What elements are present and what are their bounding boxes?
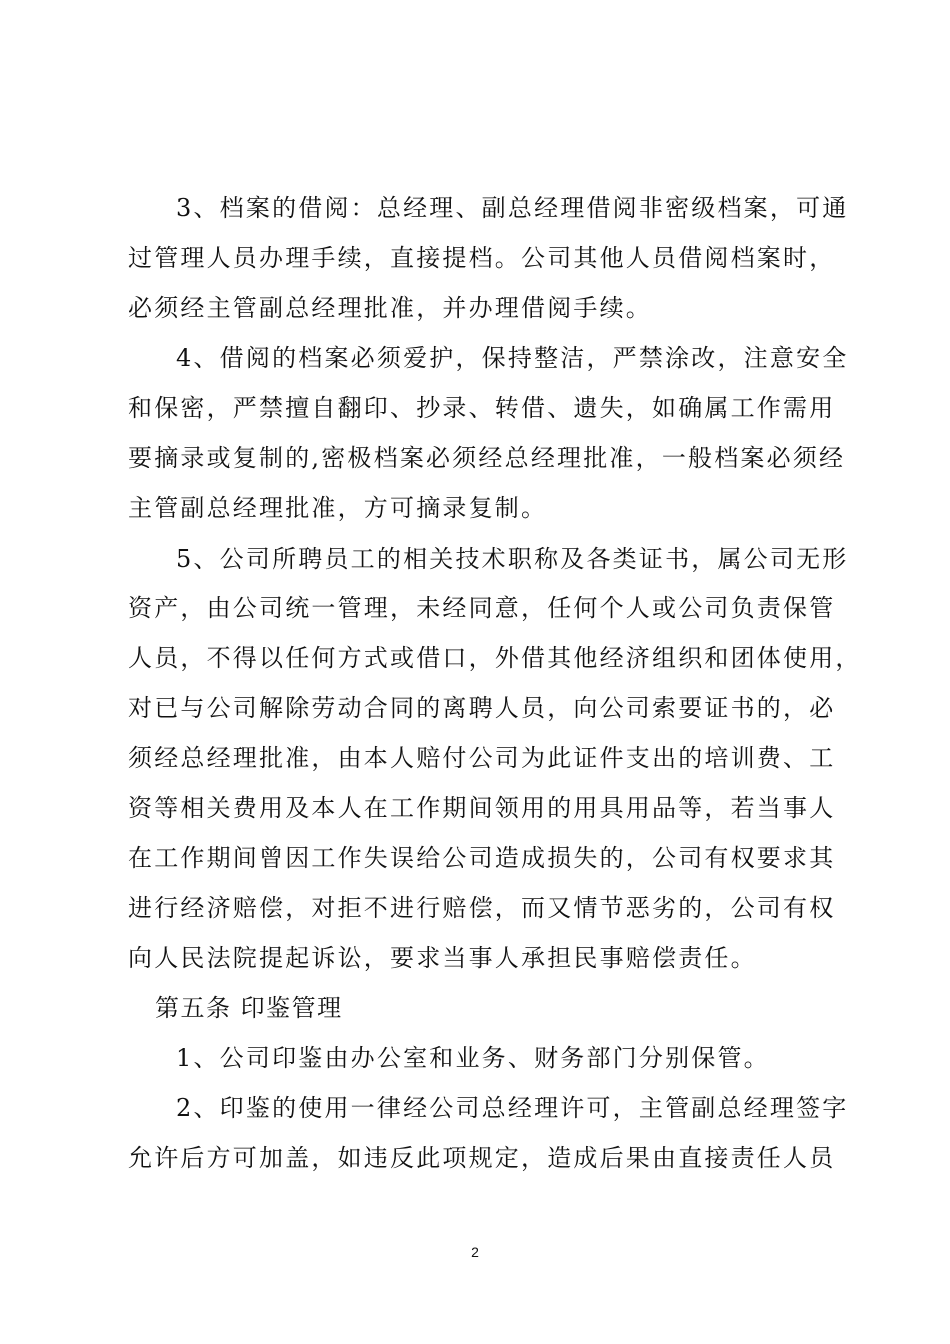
paragraph-line: 过管理人员办理手续，直接提档。公司其他人员借阅档案时，: [128, 244, 836, 272]
paragraph-line: 人员，不得以任何方式或借口，外借其他经济组织和团体使用，: [128, 644, 862, 672]
paragraph-line: 和保密，严禁擅自翻印、抄录、转借、遗失，如确属工作需用: [128, 394, 836, 422]
paragraph-line: 进行经济赔偿，对拒不进行赔偿，而又情节恶劣的，公司有权: [128, 894, 836, 922]
paragraph-line: 3、档案的借阅：总经理、副总经理借阅非密级档案，可通: [176, 194, 849, 222]
paragraph-line: 主管副总经理批准，方可摘录复制。: [128, 494, 548, 522]
paragraph-line: 要摘录或复制的,密极档案必须经总经理批准，一般档案必须经: [128, 444, 846, 472]
paragraph-line: 允许后方可加盖，如违反此项规定，造成后果由直接责任人员: [128, 1144, 836, 1172]
paragraph-line: 资产，由公司统一管理，未经同意，任何个人或公司负责保管: [128, 594, 836, 622]
paragraph-line: 对已与公司解除劳动合同的离聘人员，向公司索要证书的，必: [128, 694, 836, 722]
paragraph-line: 资等相关费用及本人在工作期间领用的用具用品等，若当事人: [128, 794, 836, 822]
paragraph-line: 4、借阅的档案必须爱护，保持整洁，严禁涂改，注意安全: [176, 344, 849, 372]
page-number: 2: [471, 1244, 479, 1260]
section-heading: 第五条 印鉴管理: [155, 994, 343, 1022]
paragraph-line: 须经总经理批准，由本人赔付公司为此证件支出的培训费、工: [128, 744, 836, 772]
paragraph-line: 在工作期间曾因工作失误给公司造成损失的，公司有权要求其: [128, 844, 836, 872]
paragraph-line: 必须经主管副总经理批准，并办理借阅手续。: [128, 294, 652, 322]
paragraph-line: 2、印鉴的使用一律经公司总经理许可，主管副总经理签字: [176, 1094, 849, 1122]
paragraph-line: 1、公司印鉴由办公室和业务、财务部门分别保管。: [176, 1044, 770, 1072]
paragraph-line: 5、公司所聘员工的相关技术职称及各类证书，属公司无形: [176, 545, 849, 573]
paragraph-line: 向人民法院提起诉讼，要求当事人承担民事赔偿责任。: [128, 944, 757, 972]
